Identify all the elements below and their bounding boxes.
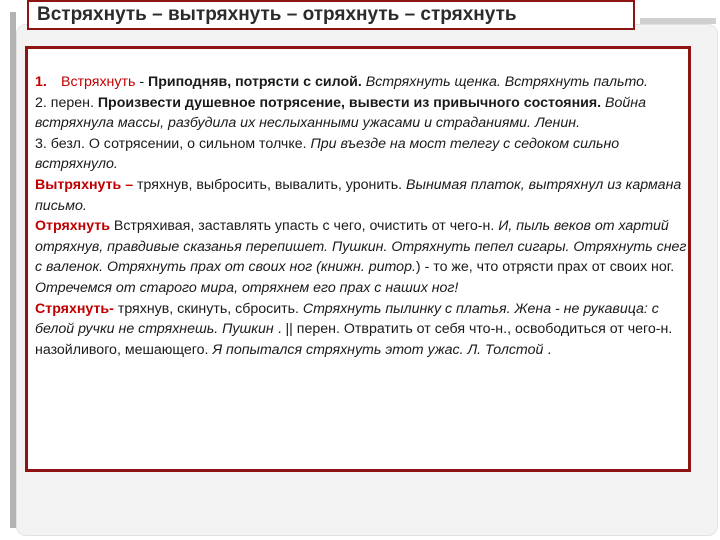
example: При въезде на мост телегу с седоком сильно встряхнуло.: [35, 135, 620, 173]
entry-vstryakhnut-3: [35, 134, 687, 175]
dictionary-text: [35, 72, 687, 360]
entry-vstryakhnut-2: [35, 93, 687, 134]
definition: Приподняв, потрясти с силой.: [148, 74, 362, 90]
sense-label: 2. перен.: [35, 94, 94, 111]
title-box: [27, 0, 635, 30]
example: Я попытался стряхнуть этот ужас. Л. Толстой: [208, 341, 544, 358]
entry-vytryakhnut: [35, 175, 687, 216]
example: Отречемся от старого мира, отряхнем его прах с наших ног!: [35, 279, 459, 296]
entry-vstryakhnut-1: [35, 72, 687, 93]
headword-vstryakhnut: Встряхнуть: [61, 74, 136, 90]
dash: -: [135, 74, 148, 90]
example: Встряхнуть щенка. Встряхнуть пальто.: [361, 74, 648, 90]
definition: Встряхивая, заставлять упасть с чего, очистить от чего-н.: [109, 218, 495, 235]
entry-stryakhnut: [35, 299, 687, 361]
definition: О сотрясении, о сильном толчке.: [84, 135, 307, 152]
headword-otryakhnut: Отряхнуть: [35, 218, 110, 235]
definition: Произвести душевное потрясение, вывести из привычного состояния.: [93, 94, 602, 111]
entry-otryakhnut: [35, 216, 687, 298]
period: .: [543, 341, 552, 358]
paren: ): [415, 259, 421, 276]
headword-vytryakhnut: Вытряхнуть –: [35, 176, 134, 193]
definition: тряхнув, выбросить, вывалить, уронить.: [133, 176, 403, 193]
example: Стряхнуть пылинку с платья. Жена - не рукавица: с белой ручки не стряхнешь. Пушкин: [35, 300, 659, 338]
headword-stryakhnut: Стряхнуть-: [35, 300, 114, 317]
content-box: [25, 46, 691, 472]
definition: - то же, что отрясти прах от своих ног.: [420, 259, 675, 276]
figurative-sense: . || перен. Отвратить от себя что-н., освободиться от чего-н. назойливого, мешающего.: [35, 321, 673, 358]
example: И, пыль веков от хартий отряхнув, правдивые сказанья перепишет. Пушкин. Отряхнуть пепел сигары. Отряхнуть снег с валенок. Отряхнуть прах от своих ног (книжн. ритор.: [35, 218, 687, 276]
slide-left-border: [10, 12, 16, 528]
entry-number: 1.: [35, 74, 47, 90]
slide-title: Встряхнуть – вытряхнуть – отряхнуть – стряхнуть: [37, 4, 517, 25]
example: Война встряхнула массы, разбудила их неслыханными ужасами и страданиями. Ленин.: [35, 94, 646, 132]
sense-label: 3. безл.: [35, 135, 85, 152]
example: Вынимая платок, вытряхнул из кармана письмо.: [35, 176, 682, 214]
slide-top-border: [640, 18, 716, 24]
definition: тряхнув, скинуть, сбросить.: [113, 300, 299, 317]
